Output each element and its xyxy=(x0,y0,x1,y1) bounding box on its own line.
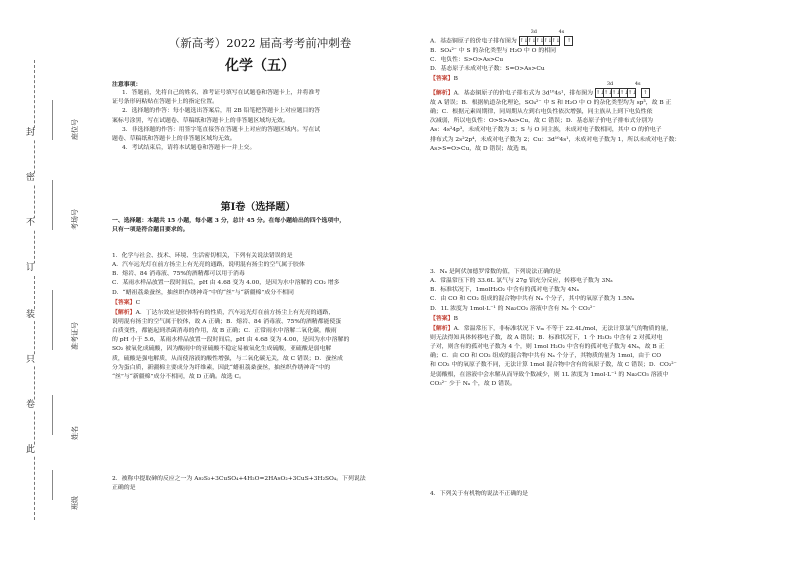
q1-analysis-line: A．丁达尔效应是胶体特有的性质，汽车远光灯在前方扬尘上有光亮的通路， xyxy=(135,309,335,316)
orbital-label-3d: 3d xyxy=(606,81,614,88)
orbital-box: ↑↓ xyxy=(527,38,536,44)
notice-line: 3．非选择题的作答：用签字笔直接答在答题卡上对应的答题区域内。写在试 xyxy=(122,126,321,133)
q2-answer: B xyxy=(453,76,458,83)
section1-block xyxy=(112,200,404,234)
orbital-box: ↑↓ xyxy=(519,38,528,44)
exam-title: （新高考）2022 届高考考前冲刺卷 xyxy=(168,36,352,50)
q1-option: A．汽车远光灯在前方扬尘上有光亮的通路，说明混有扬尘的空气属于胶体 xyxy=(112,262,305,269)
section1-title: 第Ⅰ卷（选择题） xyxy=(220,202,296,213)
q2-option: A．基态铜原子的价电子排布图为 xyxy=(430,38,517,45)
orbital-box: ↑↓ xyxy=(611,90,621,97)
orbital-diagram xyxy=(595,81,649,98)
q4-stem: 4．下列关于有机物的说法不正确的是 xyxy=(430,491,528,497)
q1-analysis-line: 说明混有扬尘的空气属于胶体，故 A 正确；B．熔岩、84 消毒液、75%的酒精都能使蛋 xyxy=(112,318,342,325)
ticket-number-line xyxy=(52,290,53,350)
ticket-number-label: 准考证号 xyxy=(71,322,79,350)
q3-analysis-line: CO₃²⁻ 少于 Nₐ 个，故 D 错误。 xyxy=(430,380,516,387)
q3-answer-tag: 【答案】 xyxy=(430,314,454,322)
orbital-box: ↑↓ xyxy=(595,90,605,97)
room-number-label: 考场号 xyxy=(71,209,79,230)
orbital-diagram xyxy=(519,29,573,46)
notice-heading: 注意事项： xyxy=(112,81,142,88)
q3-analysis-tag: 【解析】 xyxy=(430,324,454,332)
seat-number-line xyxy=(52,100,53,140)
orbital-label-4s: 4s xyxy=(558,29,565,35)
notice-line: 题卷、草稿纸和答题卡上的非答题区域均无效。 xyxy=(112,135,236,142)
binding-strip xyxy=(0,0,120,562)
notice-block xyxy=(112,80,320,153)
notice-line: 2．选择题的作答：每小题选出答案后，用 2B 铅笔把答题卡上对应题目的答 xyxy=(122,108,321,115)
orbital-label-3d: 3d xyxy=(530,29,537,35)
seal-char: 装 xyxy=(26,310,36,320)
class-line xyxy=(52,470,53,500)
seal-char: 只 xyxy=(26,355,36,365)
q1-analysis-line: 质，硫酸是强电解质，从而使溶液的酸性增强，与二氧化碳无关，故 C 错误；D．蚕丝成 xyxy=(112,355,343,362)
seat-number-label: 座位号 xyxy=(71,119,79,140)
q2-stem: 正确的是 xyxy=(112,485,136,492)
q2-analysis-tag: 【解析】 xyxy=(430,89,454,97)
orbital-box: ↑ xyxy=(564,36,573,46)
q1-analysis-line: 白质变性，都能起到杀菌消毒的作用，故 B 正确；C．正常雨水中溶解二氧化碳，酸雨 xyxy=(112,328,337,335)
q2-analysis-line: 排布式为 2s²2p⁴，未成对电子数为 2；Cu：3d¹⁰4s¹，未成对电子数为 1，所以未成对电子数： xyxy=(430,136,681,143)
q3-stem: 3．Nₐ 是阿伏加德罗常数的值，下列说法正确的是 xyxy=(430,269,561,275)
q3-analysis-line: 和 CO₂ 中的氧原子数不同，无法计算 1mol 混合物中含有的氧原子数，故 C 错误；D．CO₃²⁻ xyxy=(430,362,677,369)
seal-char: 此 xyxy=(26,445,36,455)
q1-analysis-line: SO₂ 被氧化成硫酸，因为酸雨中的亚硫酸不稳定易被氧化生成硫酸，亚硫酸是弱电解 xyxy=(112,346,332,353)
q2-option: D．基态原子未成对电子数：S=O>As>Cu xyxy=(430,66,545,72)
q1-analysis-line: “丝”与“新疆棉”成分不相同，故 D 正确。故选 C。 xyxy=(112,373,245,380)
exam-subtitle: 化学（五） xyxy=(225,58,295,74)
section1-intro: 只有一项是符合题目要求的。 xyxy=(112,225,189,233)
q3-option: D．1L 浓度为 1mol·L⁻¹ 的 Na₂CO₃ 溶液中含有 Nₐ 个 CO₃²⁻ xyxy=(430,305,596,312)
orbital-box: ↑↓ xyxy=(627,90,637,97)
name-line xyxy=(52,395,53,435)
q1-option: C．某雨水样品放置一段时间后，pH 由 4.68 变为 4.00，是因为水中溶解的 CO₂ 增多 xyxy=(112,280,340,287)
q3-analysis-line: 确；C．由 CO 和 CO₂ 组成的混合物中共有 Nₐ 个分子，其物质的量为 1mol，由于 CO xyxy=(430,353,662,360)
name-label: 姓名 xyxy=(71,426,79,440)
seal-char: 卷 xyxy=(26,400,36,410)
q2-analysis-line: 次减弱，所以电负性：O>S>As>Cu，故 C 错误；D．基态原子价电子排布式分别为 xyxy=(430,118,654,125)
q2-analysis-line: 确；C．根据元素周期律，同周期从左到右电负性依次增强，同主族从上到下电负性依 xyxy=(430,109,653,116)
q3-analysis-line: A．常温常压下，非标准状况下 Vₘ 不等于 22.4L/mol，无法计算氯气的物质的量， xyxy=(453,325,673,332)
orbital-label-4s: 4s xyxy=(634,81,641,88)
seal-char: 订 xyxy=(26,263,36,273)
q3-option: C．由 CO 和 CO₂ 组成的混合物中共有 Nₐ 个分子，其中的氧原子数为 1.5Nₐ xyxy=(430,296,635,303)
orbital-box: ↑↓ xyxy=(543,38,552,44)
orbital-box: ↑ xyxy=(641,88,650,98)
q3-analysis-line: 则无法得知具体转移电子数，故 A 错误；B．标准状况下，1 个 H₂O₂ 中含有 2 对孤对电 xyxy=(430,334,663,341)
notice-line: 1．答题前，先将自己的姓名、准考证号填写在试题卷和答题卡上，并将准考 xyxy=(122,90,321,97)
q2-analysis-line: A．基态铜原子的价电子排布式为 3d¹⁰4s¹，排布图为 xyxy=(453,90,593,97)
question-2-stem xyxy=(112,475,366,493)
q2-analysis-line: As：4s²4p³，未成对电子数为 3；S 与 O 同主族，未成对电子数相同，其中 O 的价电子 xyxy=(430,127,662,134)
q3-option: A．常温常压下的 33.6L 氯气与 27g 铝充分反应，转移电子数为 3Nₐ xyxy=(430,278,613,285)
q1-option: B．熔岩、84 消毒液、75%的酒精都可以用于消毒 xyxy=(112,271,245,278)
q1-option: D．“蜡祖荔桑蚕丝，抽丝织作绣神奇”中的“丝”与“新疆棉”成分不相同 xyxy=(112,289,294,296)
seal-char: 密 xyxy=(26,173,36,183)
notice-line: 4．考试结束后，请将本试题卷和答题卡一并上交。 xyxy=(122,144,256,151)
notice-line: 证号条形码粘贴在答题卡上的指定位置。 xyxy=(112,99,219,106)
q2-option: C．电负性：S>O>As>Cu xyxy=(430,56,504,63)
q2-analysis-line: 故 A 错误；B．根据轨道杂化理论，SO₄²⁻ 中 S 和 H₂O 中 O 的杂化类型均为 sp³，故 B 正 xyxy=(430,100,672,106)
q2-analysis-line: As>S=O>Cu，故 D 错误；故选 B。 xyxy=(430,145,532,152)
q1-analysis-line: 的 pH 小于 5.6，某雨水样品放置一段时间后，pH 由 4.68 变为 4.00，是因为水中溶解的 xyxy=(112,337,350,344)
seal-char: 封 xyxy=(26,128,36,138)
q1-analysis-line: 分为蛋白质，新疆棉主要成分为纤维素，因此“蜡祖荔桑蚕丝，抽丝织作绣神奇”中的 xyxy=(112,364,331,371)
room-number-line xyxy=(52,180,53,230)
orbital-box: ↑↓ xyxy=(535,38,544,44)
question-2-options xyxy=(430,29,681,154)
question-1 xyxy=(112,252,349,382)
notice-line: 案标号涂黑，写在试题卷、草稿纸和答题卡上的非答题区域均无效。 xyxy=(112,117,289,124)
orbital-box: ↑↓ xyxy=(619,90,629,97)
class-label: 班级 xyxy=(71,496,79,510)
q1-answer: C xyxy=(135,299,141,306)
q2-answer-tag: 【答案】 xyxy=(430,75,454,83)
q1-stem: 1．化学与社会、技术、环境、生活密切相关，下列有关说法错误的是 xyxy=(112,253,293,259)
question-4 xyxy=(430,490,528,499)
orbital-box: ↑↓ xyxy=(603,90,613,97)
q2-option: B．SO₄²⁻ 中 S 的杂化类型与 H₂O 中 O 的相同 xyxy=(430,47,557,54)
question-3 xyxy=(430,268,677,389)
q2-stem: 2．被称中提取砷的反应之一为 As₂S₃+3CuSO₄+4H₂O=2HAsO₂+3CuS+3H₂SO₄。下列说法 xyxy=(112,476,366,482)
section1-intro: 一、选择题：本题共 15 小题，每小题 3 分，总计 45 分。在每小题给出的四个选项中， xyxy=(112,216,346,224)
q3-analysis-line: 是弱酸根，在溶液中会水解从而导致个数减少，则 1L 浓度为 1mol·L⁻¹ 的 Na₂CO₃ 溶液中 xyxy=(430,371,669,378)
q3-analysis-line: 子对，则含有的孤对电子数为 4 个，则 1mol H₂O₂ 中含有的孤对电子数为 4Nₐ，故 B 正 xyxy=(430,344,665,351)
q1-answer-tag: 【答案】 xyxy=(112,298,136,306)
q1-analysis-tag: 【解析】 xyxy=(112,308,136,316)
orbital-box: ↑↓ xyxy=(551,38,560,44)
q3-option: B．标准状况下，1molH₂O₂ 中含有的孤对电子数为 4Nₐ xyxy=(430,287,579,294)
seal-char: 不 xyxy=(26,218,36,228)
q3-answer: B xyxy=(453,315,458,322)
